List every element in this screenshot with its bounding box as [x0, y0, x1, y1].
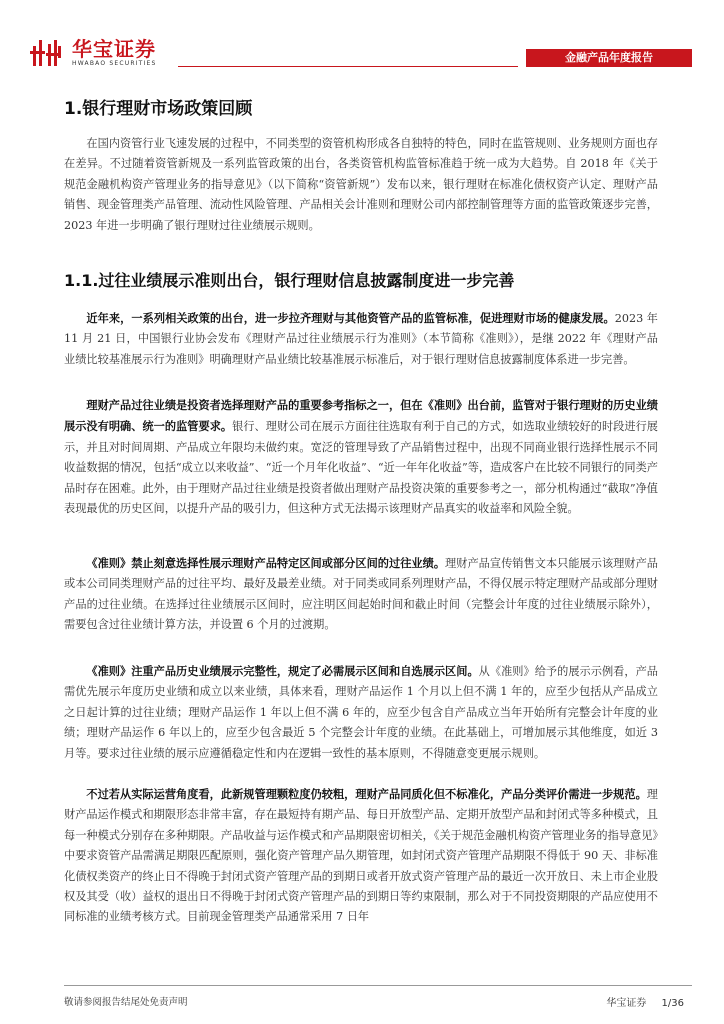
- paragraph-5: [64, 784, 658, 928]
- paragraph-4-lead: 《准则》注重产品历史业绩展示完整性，规定了必需展示区间和自选展示区间。: [86, 664, 479, 678]
- page-header: [0, 0, 724, 80]
- company-logo: [30, 38, 157, 68]
- paragraph-4: [64, 661, 658, 764]
- paragraph-2-lead: 理财产品过往业绩是投资者选择理财产品的重要参考指标之一，但在《准则》出台前，监管对于银行理财的历史业绩展示没有明确、统一的监管要求。: [64, 398, 658, 434]
- section-1-title: 1.银行理财市场政策回顾: [64, 99, 253, 119]
- header-divider: [178, 66, 518, 67]
- paragraph-3: [64, 553, 658, 636]
- report-type-tag: 金融产品年度报告: [526, 49, 692, 67]
- footer-company: 华宝证券: [606, 998, 647, 1009]
- paragraph-1-body: 2023 年 11 月 21 日，中国银行业协会发布《理财产品过往业绩展示行为准则》（本节简称《准则》），是继 2022 年《理财产品业绩比较基准展示行为准则》明确理财产品业绩比较基准展示标准后，对于银行理财信息披露制度体系进一步完善。: [64, 312, 658, 366]
- paragraph-3-lead: 《准则》禁止刻意选择性展示理财产品特定区间或部分区间的过往业绩。: [86, 556, 446, 570]
- paragraph-5-lead: 不过若从实际运营角度看，此新规管理颗粒度仍较粗，理财产品同质化但不标准化，产品分类评价需进一步规范。: [86, 787, 647, 801]
- logo-text: [72, 39, 157, 67]
- page-number: 1/36: [661, 998, 684, 1009]
- section-1-paragraph: 在国内资管行业飞速发展的过程中，不同类型的资管机构形成各自独特的特色，同时在监管规则、业务规则方面也存在差异。不过随着资管新规及一系列监管政策的出台，各类资管机构监管标准趋于统一成为大趋势。自 2018 年《关于规范金融机构资产管理业务的指导意见》（以下简称“资管新规”）发布以来，银行理财在标准化债权资产认定、理财产品销售、现金管理类产品管理、流动性风险管理、产品相关会计准则和理财公司内部控制管理等方面的监管政策逐步完善，2023 年进一步明确了银行理财过往业绩展示规则。: [64, 137, 658, 232]
- disclaimer-note: 敬请参阅报告结尾处免责声明: [64, 997, 188, 1008]
- paragraph-3-body: 理财产品宣传销售文本只能展示该理财产品或本公司同类理财产品的过往平均、最好及最差业绩。对于同类或同系列理财产品，不得仅展示特定理财产品或部分理财产品的过往业绩。在选择过往业绩展示区间时，应注明区间起始时间和截止时间（完整会计年度的过往业绩展示除外），需要包含过往业绩计算方法，并设置 6 个月的过渡期。: [64, 557, 658, 632]
- footer-divider: [64, 985, 692, 986]
- paragraph-2-body: 银行、理财公司在展示方面往往选取有利于自己的方式，如选取业绩较好的时段进行展示，并且对时间周期、产品成立年限均未做约束。宽泛的管理导致了产品销售过程中，出现不同商业银行选择性展示不同收益数据的情况，包括“成立以来收益”、“近一个月年化收益”、“近一年年化收益”等，造成客户在比较不同银行的同类产品时存在困难。此外，由于理财产品过往业绩是投资者做出理财产品投资决策的重要参考之一，部分机构通过“截取”净值表现最优的历史区间，以提升产品的吸引力，但这种方式无法揭示该理财产品真实的收益率和风险全貌。: [64, 420, 658, 516]
- paragraph-1: [64, 308, 658, 370]
- paragraph-2: [64, 395, 658, 519]
- logo-mark-icon: [30, 38, 66, 68]
- logo-name-en: HWABAO SECURITIES: [72, 60, 157, 67]
- paragraph-5-body: 理财产品运作模式和期限形态非常丰富，存在最短持有期产品、每日开放型产品、定期开放型产品和封闭式等多种模式，且每一种模式分别存在多种期限。产品收益与运作模式和产品期限密切相关，《关于规范金融机构资产管理业务的指导意见》中要求资管产品需满足期限匹配原则，强化资产管理产品久期管理，如封闭式资产管理产品期限不得低于 90 天、非标准化债权类资产的终止日不得晚于封闭式资产管理产品的到期日或者开放式资产管理产品的最近一次开放日、未上市企业股权及其受（收）益权的退出日不得晚于封闭式资产管理产品的到期日等约束限制，那么对于不同投资期限的产品应使用不同标准的业绩考核方式。目前现金管理类产品通常采用 7 日年: [64, 788, 658, 924]
- paragraph-4-body: 从《准则》给予的展示示例看，产品需优先展示年度历史业绩和成立以来业绩，具体来看，理财产品运作 1 个月以上但不满 1 年的，应至少包括从产品成立之日起计算的过往业绩；理财产品运作 1 年以上但不满 6 年的，应至少包含自产品成立当年开始所有完整会计年度的业绩；理财产品运作 6 年以上的，应至少包含最近 5 个完整会计年度的业绩。在此基础上，可增加展示其他维度，如近 3 月等。要求过往业绩的展示应遵循稳定性和内在逻辑一致性的基本原则，不得随意变更展示规则。: [64, 665, 658, 760]
- footer-info: [606, 994, 684, 1009]
- paragraph-1-lead: 近年来，一系列相关政策的出台，进一步拉齐理财与其他资管产品的监管标准，促进理财市场的健康发展。: [86, 311, 615, 325]
- logo-name-cn: 华宝证券: [72, 37, 156, 61]
- section-1-1-title: 1.1.过往业绩展示准则出台，银行理财信息披露制度进一步完善: [64, 271, 515, 290]
